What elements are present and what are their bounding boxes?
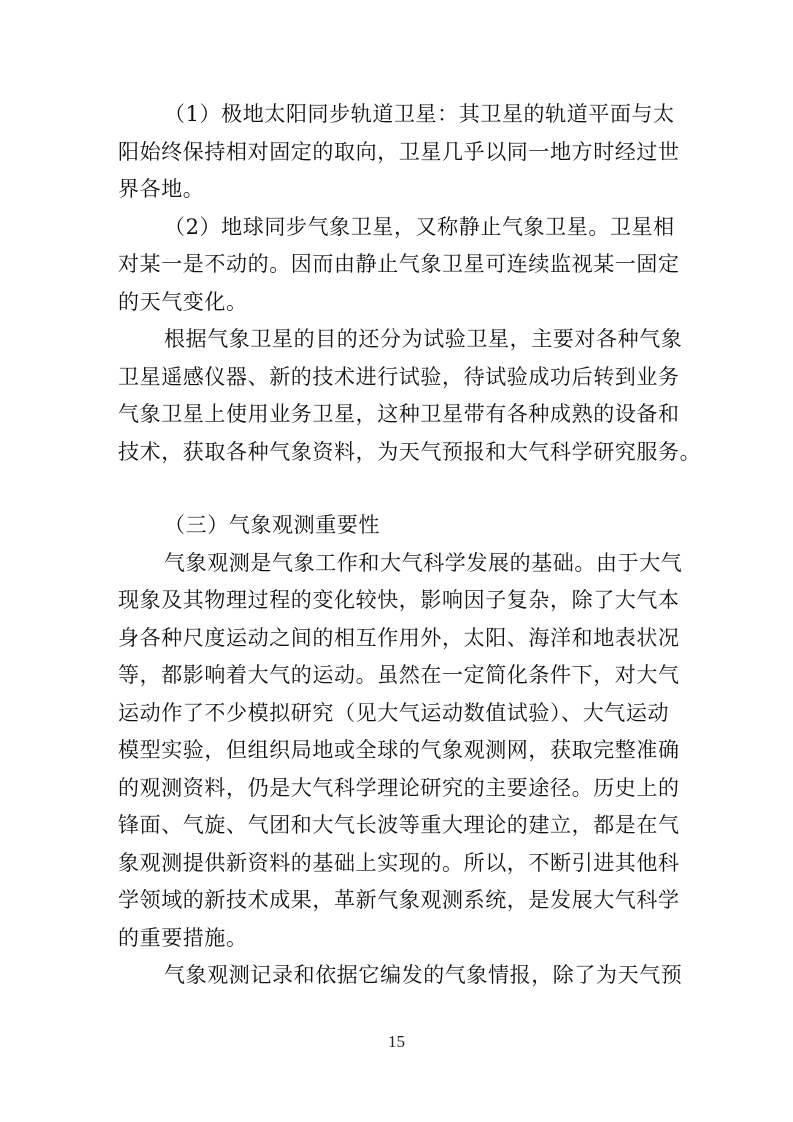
text-line: 气象观测记录和依据它编发的气象情报，除了为天气预 (164, 963, 683, 987)
text-line: 卫星遥感仪器、新的技术进行试验，待试验成功后转到业务 (118, 364, 680, 389)
text-line: 的观测资料，仍是大气科学理论研究的主要途径。历史上的 (118, 775, 680, 800)
paragraph-observation-importance (118, 545, 683, 958)
paragraph-polar-orbit-satellite (118, 96, 678, 209)
text-line: 象观测提供新资料的基础上实现的。所以，不断引进其他科 (118, 850, 680, 875)
text-line: 气象观测是气象工作和大气科学发展的基础。由于大气 (164, 550, 683, 575)
text-line: 的天气变化。 (118, 289, 248, 314)
text-line: 的重要措施。 (118, 925, 248, 950)
text-line: 学领域的新技术成果，革新气象观测系统，是发展大气科学 (118, 888, 680, 912)
text-line: （1）极地太阳同步轨道卫星：其卫星的轨道平面与太 (164, 102, 675, 126)
body-text (118, 96, 702, 995)
text-line: 根据气象卫星的目的还分为试验卫星，主要对各种气象 (164, 327, 683, 351)
text-line: 运动作了不少模拟研究（见大气运动数值试验）、大气运动 (118, 700, 670, 725)
text-line: 现象及其物理过程的变化较快，影响因子复杂，除了大气本 (118, 588, 680, 612)
text-line: 气象卫星上使用业务卫星，这种卫星带有各种成熟的设备和 (118, 402, 680, 426)
paragraph-spacer (118, 471, 678, 507)
page-number: 15 (388, 1032, 405, 1051)
text-line: （2）地球同步气象卫星，又称静止气象卫星。卫星相 (164, 214, 675, 239)
text-line: 身各种尺度运动之间的相互作用外，太阳、海洋和地表状况 (118, 625, 680, 650)
paragraph-observation-records (118, 957, 683, 995)
text-line: 阳始终保持相对固定的取向，卫星几乎以同一地方时经过世 (118, 139, 680, 164)
text-line: 模型实验，但组织局地或全球的气象观测网，获取完整准确 (118, 738, 680, 762)
text-line: 锋面、气旋、气团和大气长波等重大理论的建立，都是在气 (118, 813, 680, 837)
text-line: 界各地。 (118, 177, 205, 201)
text-line: 等，都影响着大气的运动。虽然在一定简化条件下，对大气 (118, 663, 680, 687)
paragraph-geostationary-satellite (118, 209, 678, 322)
section-heading: （三）气象观测重要性 (164, 513, 380, 537)
text-line: 对某一是不动的。因而由静止气象卫星可连续监视某一固定 (118, 252, 680, 276)
text-line: 技术，获取各种气象资料，为天气预报和大气科学研究服务。 (118, 439, 702, 464)
paragraph-satellite-purpose (118, 321, 702, 471)
